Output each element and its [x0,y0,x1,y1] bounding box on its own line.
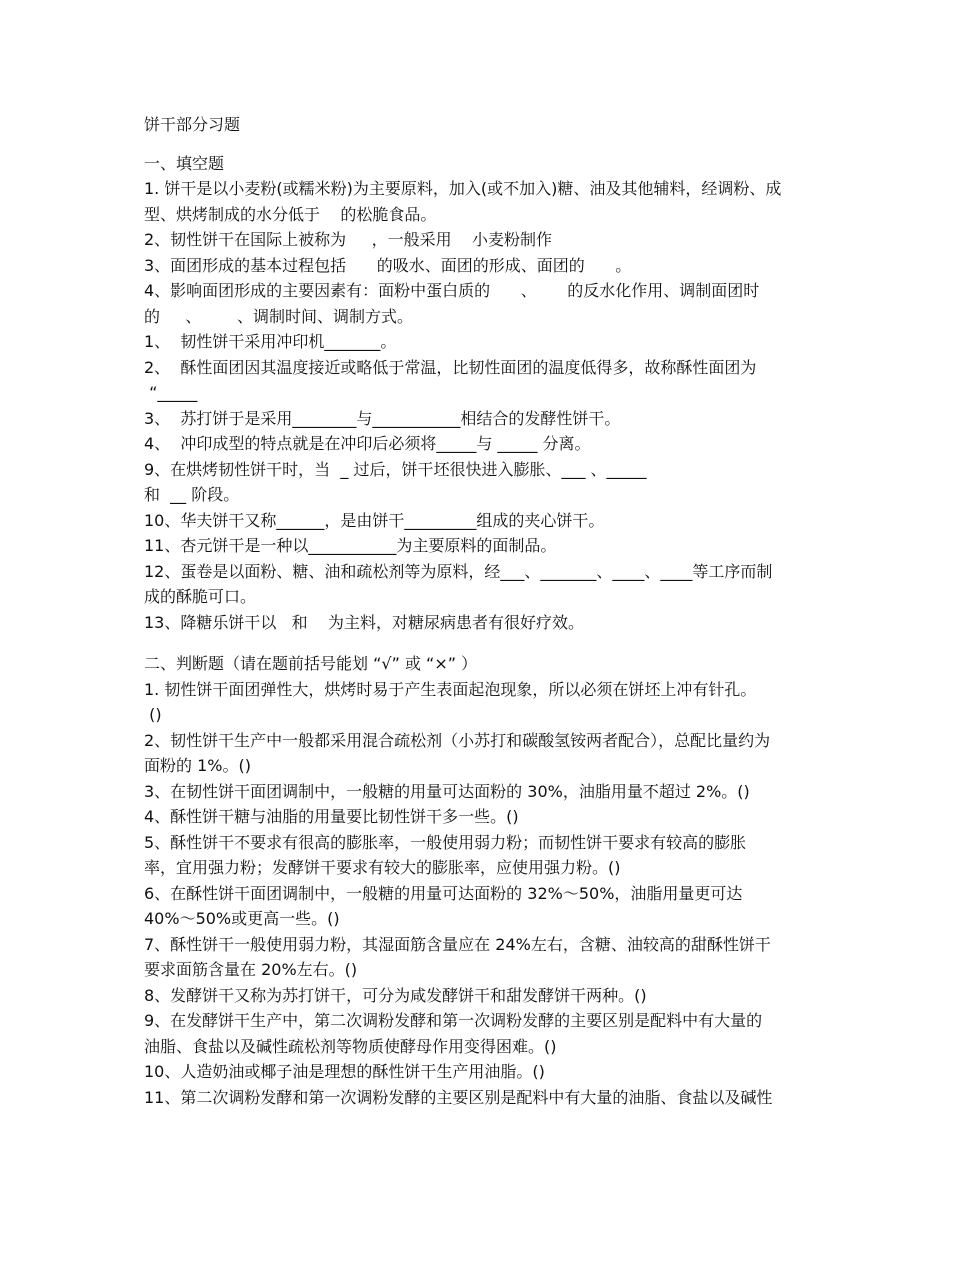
question-line: 面粉的 1%。() [144,756,251,775]
question-line: 1. 韧性饼干面团弹性大，烘烤时易于产生表面起泡现象，所以必须在饼坯上冲有针孔。 [144,679,757,699]
question-line: 和 __ 阶段。 [144,485,240,504]
question-line: 5、酥性饼干不要求有很高的膨胀率，一般使用弱力粉；而韧性饼干要求有较高的膨胀 [144,832,747,852]
question-line: 成的酥脆可口。 [144,587,257,606]
document-page [144,112,844,1110]
question-line: () [144,705,162,724]
question-line: 9、在烘烤韧性饼干时，当 _ 过后，饼干坯很快进入膨胀、___ 、_____ [144,459,647,479]
question-line: 3、在韧性饼干面团调制中，一般糖的用量可达面粉的 30%，油脂用量不超过 2%。() [144,781,750,801]
section-heading-fill-in: 一、填空题 [144,153,225,173]
question-line: 6、在酥性饼干面团调制中，一般糖的用量可达面粉的 32%～50%，油脂用量更可达 [144,883,743,903]
fill-in-question-list [144,176,844,635]
true-false-question-list [144,677,844,1111]
section-heading-true-false: 二、判断题（请在题前括号能划 “√” 或 “×” ） [144,654,478,673]
true-false-section [144,651,844,1110]
question-line: 4、 冲印成型的特点就是在冲印后必须将_____与 _____ 分离。 [144,434,591,453]
question-line: 油脂、食盐以及碱性疏松剂等物质使酵母作用变得困难。() [144,1036,557,1056]
question-line: 7、酥性饼干一般使用弱力粉，其湿面筋含量应在 24%左右，含糖、油较高的甜酥性饼干 [144,934,771,954]
question-line: 1、 韧性饼干采用冲印机_______。 [144,332,397,351]
question-line: 2、韧性饼干在国际上被称为 ，一般采用 小麦粉制作 [144,230,552,249]
question-line: “_____ [144,383,198,402]
question-line: 11、杏元饼干是一种以___________为主要原料的面制品。 [144,536,557,555]
question-line: 2、 酥性面团因其温度接近或略低于常温，比韧性面团的温度低得多，故称酥性面团为 [144,357,757,377]
fill-in-blank-section [144,151,844,636]
question-line: 4、酥性饼干糖与油脂的用量要比韧性饼干多一些。() [144,807,519,826]
question-line: 3、 苏打饼于是采用________与___________相结合的发酵性饼干。 [144,408,621,428]
question-line: 的 、 、调制时间、调制方式。 [144,306,414,326]
question-line: 率，宜用强力粉；发酵饼干要求有较大的膨胀率，应使用强力粉。() [144,858,621,877]
question-line: 12、蛋卷是以面粉、糖、油和疏松剂等为原料，经___、_______、____、____等工序而制 [144,561,773,581]
question-line: 10、华夫饼干又称______，是由饼干_________组成的夹心饼干。 [144,510,605,530]
question-line: 3、面团形成的基本过程包括 的吸水、面团的形成、面团的 。 [144,255,632,275]
document-title: 饼干部分习题 [144,115,241,134]
question-line: 2、韧性饼干生产中一般都采用混合疏松剂（小苏打和碳酸氢铵两者配合），总配比量约为 [144,730,771,750]
section-spacer [144,635,844,651]
question-line: 11、第二次调粉发酵和第一次调粉发酵的主要区别是配料中有大量的油脂、食盐以及碱性 [144,1087,773,1107]
question-line: 型、烘烤制成的水分低于 的松脆食品。 [144,204,437,224]
question-line: 9、在发酵饼干生产中，第二次调粉发酵和第一次调粉发酵的主要区别是配料中有大量的 [144,1011,763,1030]
question-line: 40%～50%或更高一些。() [144,909,340,928]
question-line: 8、发酵饼干又称为苏打饼干，可分为咸发酵饼干和甜发酵饼干两种。() [144,985,647,1005]
question-line: 1. 饼干是以小麦粉(或糯米粉)为主要原料，加入(或不加入)糖、油及其他辅料，经调粉、成 [144,179,782,198]
question-line: 4、影响面团形成的主要因素有：面粉中蛋白质的 、 的反水化作用、调制面团时 [144,281,760,300]
question-line: 要求面筋含量在 20%左右。() [144,960,358,979]
question-line: 10、人造奶油或椰子油是理想的酥性饼干生产用油脂。() [144,1062,545,1081]
question-line: 13、降糖乐饼干以 和 为主料，对糖尿病患者有很好疗效。 [144,612,584,632]
